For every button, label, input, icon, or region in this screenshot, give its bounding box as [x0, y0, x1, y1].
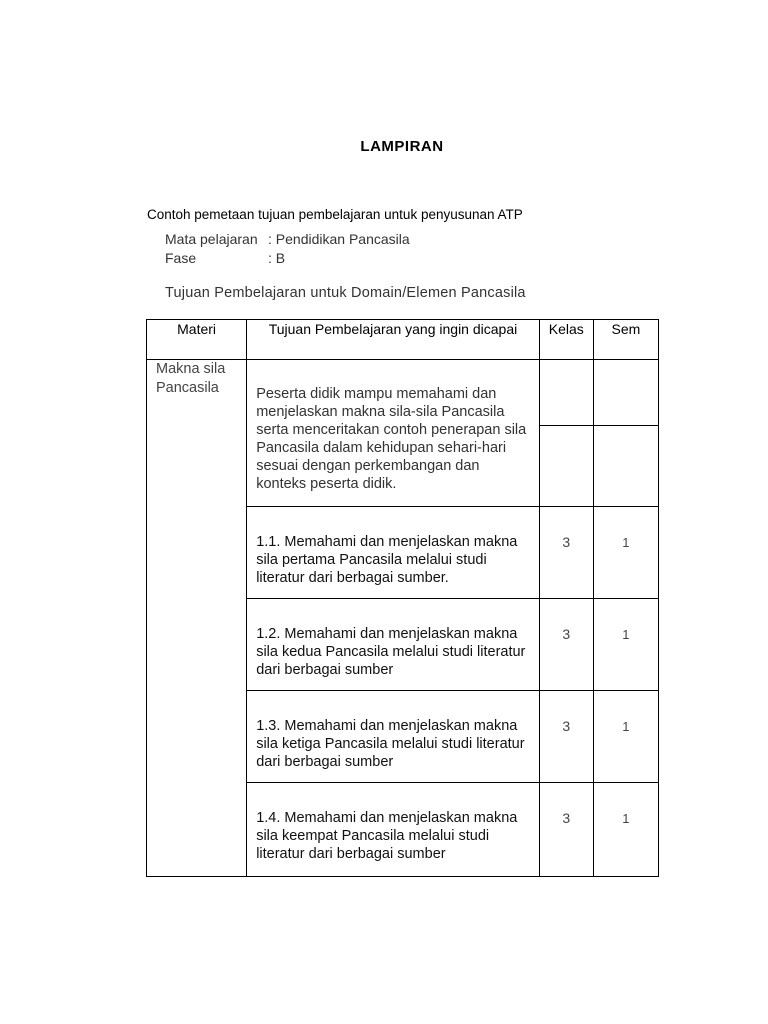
table-header-row: [147, 320, 659, 360]
objective-cell: 1.4. Memahami dan menjelaskan makna sila keempat Pancasila melalui studi literatur dari berbagai sumber: [247, 783, 540, 877]
objective-cell: 1.1. Memahami dan menjelaskan makna sila pertama Pancasila melalui studi literatur dari berbagai sumber.: [247, 507, 540, 599]
empty-kelas-cell: [539, 360, 593, 426]
main-objective-cell: Peserta didik mampu memahami dan menjelaskan makna sila-sila Pancasila serta menceritakan contoh penerapan sila Pancasila dalam kehidupan sehari-hari sesuai dengan perkembangan dan konteks peserta didik.: [247, 360, 540, 507]
table-row: [147, 360, 659, 426]
sem-cell: 1: [593, 691, 658, 783]
kelas-cell: 3: [539, 599, 593, 691]
meta-phase-label: Fase: [165, 250, 197, 266]
intro-text: Contoh pemetaan tujuan pembelajaran untuk penyusunan ATP: [147, 207, 523, 222]
kelas-cell: 3: [539, 783, 593, 877]
meta-subject: [165, 231, 410, 247]
meta-phase-value: : B: [268, 250, 286, 266]
objective-cell: 1.3. Memahami dan menjelaskan makna sila ketiga Pancasila melalui studi literatur dari berbagai sumber: [247, 691, 540, 783]
empty-sem-cell: [593, 360, 658, 426]
header-tujuan: Tujuan Pembelajaran yang ingin dicapai: [247, 320, 540, 360]
header-kelas: Kelas: [539, 320, 593, 360]
empty-kelas-cell: [539, 426, 593, 507]
header-materi: Materi: [147, 320, 247, 360]
objectives-table: [146, 319, 659, 877]
sem-cell: 1: [593, 599, 658, 691]
meta-subject-value: : Pendidikan Pancasila: [268, 231, 410, 247]
section-subtitle: Tujuan Pembelajaran untuk Domain/Elemen Pancasila: [165, 285, 526, 301]
objective-cell: 1.2. Memahami dan menjelaskan makna sila kedua Pancasila melalui studi literatur dari berbagai sumber: [247, 599, 540, 691]
kelas-cell: 3: [539, 691, 593, 783]
meta-subject-label: Mata pelajaran: [165, 231, 258, 247]
sem-cell: 1: [593, 783, 658, 877]
meta-phase: [165, 250, 285, 266]
sem-cell: 1: [593, 507, 658, 599]
header-sem: Sem: [593, 320, 658, 360]
kelas-cell: 3: [539, 507, 593, 599]
materi-cell: Makna sila Pancasila: [147, 360, 247, 877]
empty-sem-cell: [593, 426, 658, 507]
document-title: LAMPIRAN: [360, 138, 444, 155]
